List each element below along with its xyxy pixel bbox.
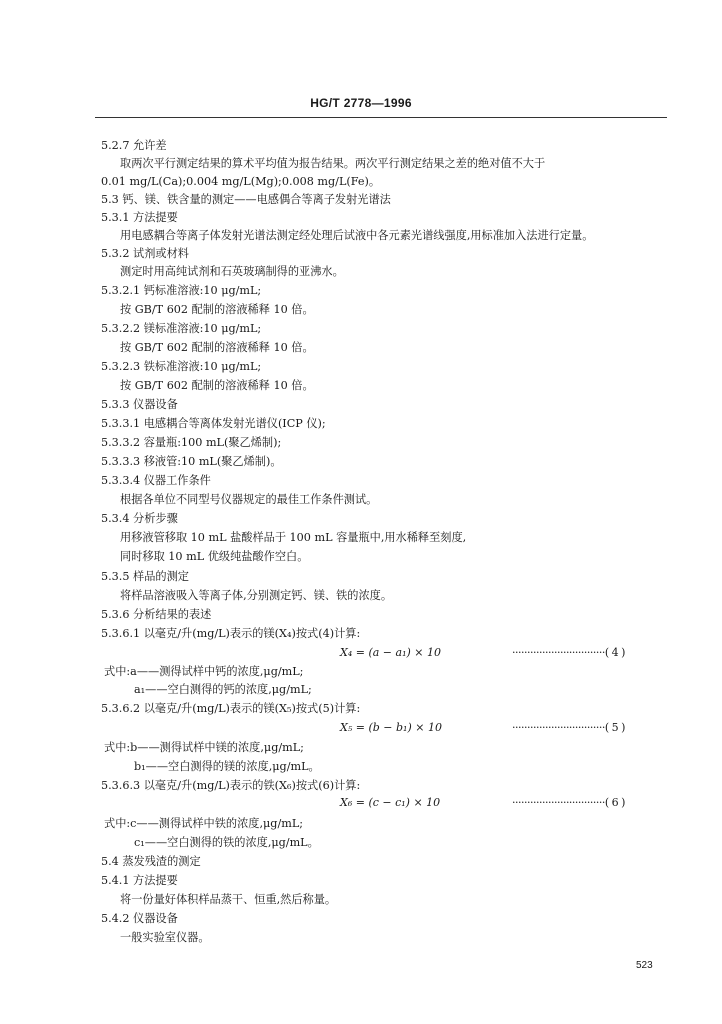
formula-4: X₄ = (a − a₁) × 10: [340, 646, 441, 659]
section-5-4-2-heading: 5.4.2 仪器设备: [101, 912, 178, 925]
section-5-3-3-4: 5.3.3.4 仪器工作条件: [101, 474, 211, 487]
paragraph-line: 按 GB/T 602 配制的溶液稀释 10 倍。: [120, 379, 314, 392]
section-5-3-3-heading: 5.3.3 仪器设备: [101, 398, 178, 411]
paragraph-line: 一般实验室仪器。: [120, 931, 210, 944]
formula-4-ref: ·······························( 4 ): [512, 646, 625, 659]
paragraph-line: 根据各单位不同型号仪器规定的最佳工作条件测试。: [120, 493, 378, 506]
where-line: 式中:a——测得试样中钙的浓度,μg/mL;: [104, 665, 304, 678]
paragraph-line: 将一份量好体积样品蒸干、恒重,然后称量。: [120, 893, 337, 906]
standard-header: HG/T 2778—1996: [310, 96, 412, 110]
section-5-4-heading: 5.4 蒸发残渣的测定: [101, 855, 201, 868]
formula-6-ref: ·······························( 6 ): [512, 796, 625, 809]
where-line: 式中:c——测得试样中铁的浓度,μg/mL;: [104, 817, 304, 830]
section-5-3-5-heading: 5.3.5 样品的测定: [101, 570, 189, 583]
section-5-3-1-heading: 5.3.1 方法提要: [101, 211, 178, 224]
paragraph-line: 0.01 mg/L(Ca);0.004 mg/L(Mg);0.008 mg/L(Fe)。: [101, 175, 381, 188]
header-rule: [95, 117, 667, 118]
paragraph-line: 同时移取 10 mL 优级纯盐酸作空白。: [120, 550, 309, 563]
where-line: c₁——空白测得的铁的浓度,μg/mL。: [134, 836, 319, 849]
section-5-3-3-3: 5.3.3.3 移液管:10 mL(聚乙烯制)。: [101, 455, 282, 468]
formula-5: X₅ = (b − b₁) × 10: [340, 721, 442, 734]
section-5-3-2-heading: 5.3.2 试剂或材料: [101, 247, 189, 260]
page-number: 523: [636, 960, 653, 971]
paragraph-line: 按 GB/T 602 配制的溶液稀释 10 倍。: [120, 303, 314, 316]
section-5-3-6-2: 5.3.6.2 以毫克/升(mg/L)表示的镁(X₅)按式(5)计算:: [101, 702, 361, 715]
formula-6: X₆ = (c − c₁) × 10: [340, 796, 441, 809]
where-line: b₁——空白测得的镁的浓度,μg/mL。: [134, 760, 320, 773]
paragraph-line: 测定时用高纯试剂和石英玻璃制得的亚沸水。: [120, 265, 344, 278]
paragraph-line: 用移液管移取 10 mL 盐酸样品于 100 mL 容量瓶中,用水稀释至刻度,: [120, 531, 467, 544]
section-5-3-2-1: 5.3.2.1 钙标准溶液:10 μg/mL;: [101, 284, 262, 297]
where-line: a₁——空白测得的钙的浓度,μg/mL;: [134, 683, 312, 696]
section-5-3-3-1: 5.3.3.1 电感耦合等离体发射光谱仪(ICP 仪);: [101, 417, 326, 430]
paragraph-line: 将样品溶液吸入等离子体,分别测定钙、镁、铁的浓度。: [120, 589, 393, 602]
section-5-3-6-heading: 5.3.6 分析结果的表述: [101, 608, 212, 621]
section-5-3-2-3: 5.3.2.3 铁标准溶液:10 μg/mL;: [101, 360, 262, 373]
formula-5-ref: ·······························( 5 ): [512, 721, 625, 734]
section-5-3-heading: 5.3 钙、镁、铁含量的测定——电感偶合等离子发射光谱法: [101, 193, 391, 206]
section-5-4-1-heading: 5.4.1 方法提要: [101, 874, 178, 887]
section-5-3-2-2: 5.3.2.2 镁标准溶液:10 μg/mL;: [101, 322, 262, 335]
section-5-3-4-heading: 5.3.4 分析步骤: [101, 512, 178, 525]
paragraph-line: 用电感耦合等离子体发射光谱法测定经处理后试液中各元素光谱线强度,用标准加入法进行定量。: [120, 229, 594, 242]
paragraph-line: 按 GB/T 602 配制的溶液稀释 10 倍。: [120, 341, 314, 354]
section-5-3-6-3: 5.3.6.3 以毫克/升(mg/L)表示的铁(X₆)按式(6)计算:: [101, 779, 361, 792]
section-5-3-3-2: 5.3.3.2 容量瓶:100 mL(聚乙烯制);: [101, 436, 282, 449]
paragraph-line: 取两次平行测定结果的算术平均值为报告结果。两次平行测定结果之差的绝对值不大于: [120, 157, 546, 170]
section-5-3-6-1: 5.3.6.1 以毫克/升(mg/L)表示的镁(X₄)按式(4)计算:: [101, 627, 361, 640]
where-line: 式中:b——测得试样中镁的浓度,μg/mL;: [104, 741, 304, 754]
section-5-2-7-heading: 5.2.7 允许差: [101, 139, 167, 152]
